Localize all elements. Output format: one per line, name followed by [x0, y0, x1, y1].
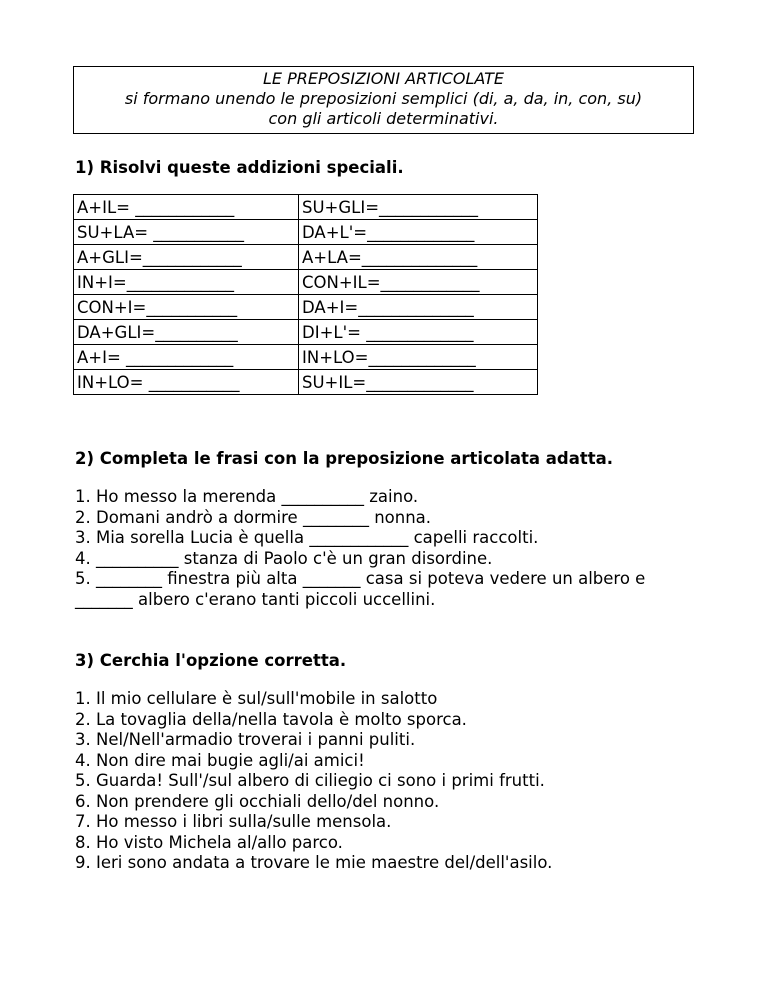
table-cell: SU+GLI=____________	[299, 195, 538, 220]
exercise-1-heading: 1) Risolvi queste addizioni speciali.	[75, 158, 404, 177]
table-cell: DA+I=______________	[299, 295, 538, 320]
exercise-2-heading: 2) Completa le frasi con la preposizione articolata adatta.	[75, 449, 614, 468]
table-row	[74, 320, 538, 345]
list-item: 6. Non prendere gli occhiali dello/del nonno.	[75, 791, 440, 811]
table-row	[74, 220, 538, 245]
table-cell: DI+L'= _____________	[299, 320, 538, 345]
list-item: 4. Non dire mai bugie agli/ai amici!	[75, 750, 365, 770]
list-item: 8. Ho visto Michela al/allo parco.	[75, 832, 343, 852]
title-line-2: si formano unendo le preposizioni semplici (di, a, da, in, con, su)	[124, 89, 643, 108]
table-cell: DA+L'=_____________	[299, 220, 538, 245]
addition-table	[73, 194, 538, 395]
table-row	[74, 245, 538, 270]
table-cell: SU+LA= ___________	[74, 220, 299, 245]
exercise-2-list	[75, 487, 705, 610]
list-item: 9. Ieri sono andata a trovare le mie maestre del/dell'asilo.	[75, 853, 553, 872]
table-row	[74, 270, 538, 295]
list-item: 1. Ho messo la merenda __________ zaino.	[75, 487, 419, 506]
title-box	[73, 66, 694, 134]
list-item: 3. Nel/Nell'armadio troverai i panni puliti.	[75, 730, 416, 749]
table-cell: CON+I=___________	[74, 295, 299, 320]
list-item: 4. __________ stanza di Paolo c'è un gran disordine.	[75, 548, 493, 568]
list-item: 3. Mia sorella Lucia è quella ____________ capelli raccolti.	[75, 528, 539, 547]
table-cell: A+LA=______________	[299, 245, 538, 270]
table-cell: IN+I=_____________	[74, 270, 299, 295]
exercise-3-heading: 3) Cerchia l'opzione corretta.	[75, 651, 347, 670]
table-cell: A+GLI=____________	[74, 245, 299, 270]
list-item: 5. Guarda! Sull'/sul albero di ciliegio ci sono i primi frutti.	[75, 771, 545, 790]
table-row	[74, 295, 538, 320]
title-line-3: con gli articoli determinativi.	[268, 109, 499, 128]
table-row	[74, 370, 538, 395]
table-cell: CON+IL=____________	[299, 270, 538, 295]
table-row	[74, 345, 538, 370]
table-cell: IN+LO=_____________	[299, 345, 538, 370]
list-item: 2. La tovaglia della/nella tavola è molto sporca.	[75, 709, 467, 729]
table-cell: SU+IL=_____________	[299, 370, 538, 395]
list-item: 7. Ho messo i libri sulla/sulle mensola.	[75, 812, 392, 831]
list-item: 5. ________ finestra più alta _______ casa si poteva vedere un albero e _______ albero c'erano tanti piccoli uccellini.	[75, 569, 646, 609]
list-item: 2. Domani andrò a dormire ________ nonna.	[75, 507, 432, 527]
table-row	[74, 195, 538, 220]
table-cell: A+IL= ____________	[74, 195, 299, 220]
exercise-3-list	[75, 689, 705, 874]
title-line-1: LE PREPOSIZIONI ARTICOLATE	[262, 69, 505, 88]
table-cell: A+I= _____________	[74, 345, 299, 370]
table-cell: IN+LO= ___________	[74, 370, 299, 395]
table-cell: DA+GLI=__________	[74, 320, 299, 345]
list-item: 1. Il mio cellulare è sul/sull'mobile in salotto	[75, 689, 438, 708]
